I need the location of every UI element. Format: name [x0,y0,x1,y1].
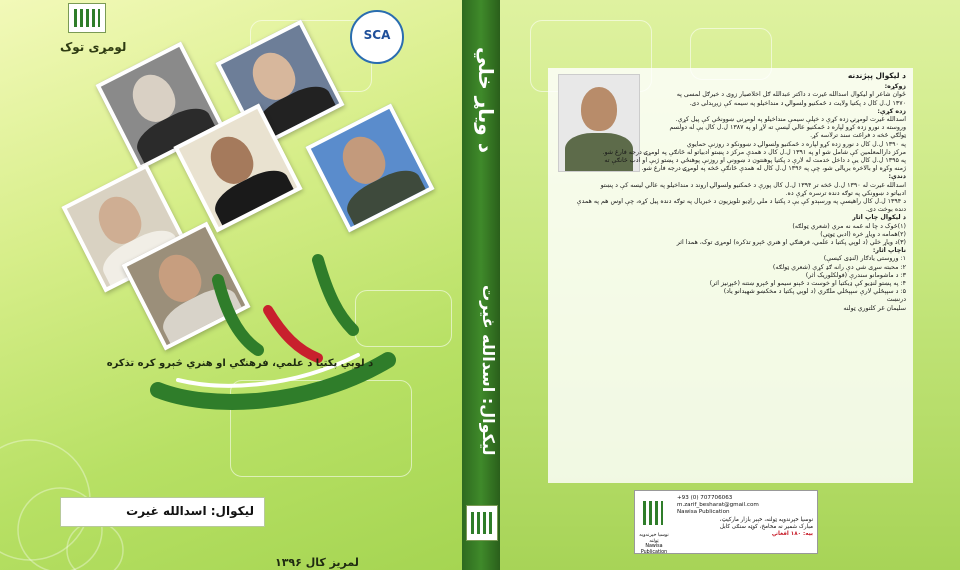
volume-label: لومړی توک [60,40,127,54]
bio-section-heading: د لیکوال چاپ اثار [852,214,906,222]
logo-bars-icon [74,9,100,27]
title-calligraphy [148,240,398,410]
author-label: لیکوال: اسدالله غیرت [60,497,265,527]
bio-line: (۲)همامه د ویاړ خره (ادبي ټوټې) [820,230,906,238]
bio-section-heading: ناچاپ اثار: [872,247,906,255]
publisher-card-logo [639,495,667,531]
publisher-address-2: مبارک شمیر نه مخامخ، کوټه سنګی کابل [719,523,813,530]
publisher-logo [68,3,106,33]
bio-line: ځوان شاعر او لیکوال اسدالله غیرت د داکتر عبدالله ګل اخلاصیار زوی د خیرګل لمسی په [676,91,906,99]
bio-line: ۵: د سپېڅلي لارې سپېڅلي ملګري (د لوېي پکتیا د مخکښو شهیدانو یاد) [723,288,906,296]
bio-line: ۴: په پښتو لنډیو کې ډیکتیا او خوست د څېنو سیمو او څېرو ښتنه (څېړنیز اثر) [709,280,906,288]
bio-heading: د لیکوال پېژندنه [847,71,906,80]
bio-line: ۲: محبته سړی شي دې رانه ګډ کړې (شعري ټولګه) [772,263,906,271]
bio-line: په ۱۳۹۵ ل.ل کال یې د داخل خدمت له لارې د پکتیا پوهنتون د ښوونې او روزنې پوهنځي د پښتو ژبې او ادب څانګې ته [604,157,906,165]
bio-line: ټولګي څخه د فراغت سند ترلاسه کړ. [810,132,906,140]
publisher-contact [677,495,813,538]
bio-line: ۳: د ماشومانو سندرې (فولکلوریک اثر) [805,271,906,279]
bio-line: ژمنه وکړه او بالاخره بریالی شو، چې په ۱۳۹۶ ل.ل کال له همدې څانګې څخه په لومړۍ درجه فارغ شو. [641,165,906,173]
author-bio-text [554,72,906,313]
bio-line: اسدالله غیرت له ۱۳۹۰ ل.ل څخه تر ۱۳۹۴ ل.ل کال پورې د څمکنیو ولسوالۍ اروند د منداخیلو په عالي لیسه کې د پښتو [600,181,906,189]
bio-line: ۱: وروستی یادګار (لنډی کیسې) [823,255,906,263]
spine-author: لیکوال: اسدالله غیرت [479,284,498,456]
publisher-address-1: نوسیا خپرندویه ټولنه، خېبر بازار مارکیټ، [719,516,813,523]
author-bio-panel [548,68,913,483]
book-subtitle: د لوېي پکتیا د علمي، فرهنګي او هنري څېرو کره تذکره [106,358,374,369]
bio-line: د ۱۳۹۴ ل.ل کال راهیسې په ورسېدو کې یې د پکتیا د ملي راډیو تلویزیون د خبریال په توګه دنده پیل کړه، چې اوس هم په همدې [576,198,906,206]
logo-bars-icon [471,512,493,534]
logo-caption-en: Nawisa Publication [640,544,668,555]
bio-section-heading: زده کړې: [877,107,906,115]
spine-title: د ویاړ خلي [474,47,498,153]
logo-caption-ps: نوسیا خپرندویه ټولنه [639,533,669,544]
publisher-email: m.zarif_besharat@gmail.com [677,502,759,509]
bio-line: دنده بوخت دی. [866,206,906,214]
bio-line: ادبیاتو د ښوونکي په توګه دنده ترسره کړې ده. [785,189,906,197]
book-price: بیه: ۱۸۰ افغانۍ [772,531,813,538]
bio-line: وروسته د نورو زده کړو لپاره د څمکنیو عالي لیسې ته لاړ او په ۱۳۸۷ ل.ل کال یې له دولسم [669,124,906,132]
bio-line: اسدالله غیرت لومړنۍ زده کړې د خپلې سیمې منداخیلو په لومړنی ښوونځي کې پیل کړې. [675,116,906,124]
publisher-phone: +93 (0) 707706063 [677,495,733,501]
bio-section-heading: دندې: [888,173,906,181]
publisher-card [634,490,818,554]
bio-line: سلیمان غر کلتوري ټولنه [843,304,906,312]
spine-logo [466,505,498,541]
bio-lines [554,83,906,313]
publication-year: ۱۳۹۶ لمریز کال [275,556,359,569]
badge-text: SCA [363,28,391,42]
bio-line: په ۱۳۹۰ ل.ل کال د نورو زده کړو لپاره د څمکنیو ولسوالۍ د ښوونکو د روزنې حمایوي [686,140,906,148]
bio-section-heading: زوکړه: [884,83,906,91]
bio-line: (۳)د ویاړ خلي (د لوېي پکتیا د علمي، فرهنګي او هنري څېرو تذکره) لومړی توک، همدا اثر [676,239,906,247]
bio-line: (۱)څوک د چا له غمه نه مري (شعري ټولګه) [792,222,906,230]
bio-line: مرکز دارالمعلمین کې شامل شو او په ۱۳۹۱ ل.ل کال د همدې مرکز د پښتو ادبیاتو له څانګې په لومړۍ درجه فارغ شو. [602,148,906,156]
cultural-society-badge [350,10,404,64]
publisher-facebook: Nawisa Publication [677,509,730,516]
logo-bars-icon [643,501,663,524]
bio-line: ۱۳۷۰ ل.ل کال د پکتیا ولایت د څمکنیو ولسوالۍ د منداخیلو په سیمه کې زیږېدلی دی. [689,99,906,107]
bio-line: درنښت [886,296,906,304]
